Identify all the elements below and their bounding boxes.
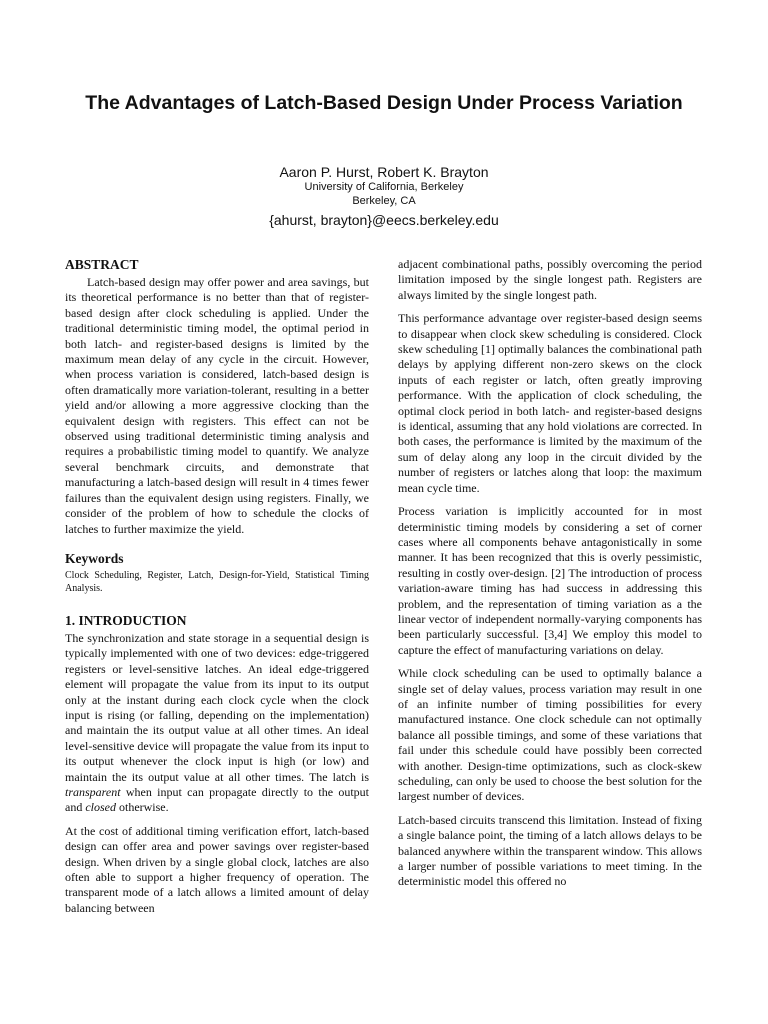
intro-paragraph-4: This performance advantage over register-based design seems to disappear when clock skew scheduling is considered. Clock skew scheduling [1] optimally balances the combinational path delays by applying different non-zero skews on the clock inputs of each register or latch, often greatly improving performance. With the application of clock scheduling, the optimal clock period in both latch- and register-based designs is identical, assuming that any hold violations are corrected. In both cases, the performance is limited by the maximum of the sum of delay along any loop in the circuit divided by the number of registers or latches along that loop: the maximum mean cycle time. bbox=[398, 311, 702, 495]
left-column bbox=[65, 257, 369, 924]
intro-paragraph-2: At the cost of additional timing verification effort, latch-based design can offer area and power savings over register-based design. When driven by a single global clock, latches are also often able to support a higher frequency of operation. The transparent mode of a latch allows a limited amount of delay balancing between bbox=[65, 823, 369, 915]
term-closed: closed bbox=[85, 800, 116, 815]
author-email: {ahurst, brayton}@eecs.berkeley.edu bbox=[269, 212, 499, 228]
intro-paragraph-5: Process variation is implicitly accounted for in most deterministic timing models by considering a set of corner cases where all components behave antagonistically in some manner. It has been recognized that this is overly pessimistic, resulting in costly over-design. [2] The introduction of process variation-aware timing has had success in addressing this problem, and the representation of timing variation as a the linear vector of independent normally-varying components has been particularly successful. [3,4] We employ this model to capture the effect of manufacturing variations on delay. bbox=[398, 504, 702, 657]
introduction-heading: 1. INTRODUCTION bbox=[65, 612, 187, 628]
paper-authors: Aaron P. Hurst, Robert K. Brayton bbox=[279, 164, 489, 180]
term-transparent: transparent bbox=[65, 784, 121, 799]
affiliation-location: Berkeley, CA bbox=[352, 195, 416, 207]
abstract-heading: ABSTRACT bbox=[65, 257, 139, 272]
intro-paragraph-7: Latch-based circuits transcend this limitation. Instead of fixing a single balance point, the timing of a latch allows delays to be balanced anywhere within the transparent window. This allows a larger number of possible variations to meet timing. In the deterministic model this offered no bbox=[398, 812, 702, 889]
right-column bbox=[398, 257, 702, 898]
intro-paragraph-1: The synchronization and state storage in a sequential design is typically implemented with one of two devices: edge-triggered registers or level-sensitive latches. An ideal edge-triggered element will propagate the value from its input to its output only at the instant during each clock cycle when the clock input is rising (or falling, depending on the implementation) and maintain the its output value at all other times. An ideal level-sensitive device will propagate the value from its input to its output whenever the clock input is high (or low) and maintain the its output value at all other times. The latch is transparent when input can propagate directly to the output and closed otherwise. bbox=[65, 630, 369, 815]
abstract-text: Latch-based design may offer power and area savings, but its theoretical performance is no better than that of register-based design after clock scheduling is applied. Under the traditional deterministic timing model, the optimal period in both latch- and register-based designs is limited by the maximum mean delay of any cycle in the circuit. However, when process variation is considered, latch-based design is often dramatically more variation-tolerant, resulting in a better yield and/or allowing a more aggressive clocking than the equivalent design with registers. This effect can not be observed using traditional deterministic timing analysis and requires a probabilistic timing model to quantify. We analyze several benchmark circuits, and demonstrate that manufacturing a latch-based design will result in 4 times fewer failures than the equivalent design using registers. Finally, we consider of the problem of how to schedule the clocks of latches to further maximize the yield. bbox=[65, 275, 369, 536]
intro-paragraph-6: While clock scheduling can be used to optimally balance a single set of delay values, process variation may result in one of an infinite number of timing possibilities for every manufactured instance. One clock schedule can not optimally balance all possible timings, and some of these variations that fail under this schedule could have possibly been corrected with another. Design-time optimizations, such as clock-skew scheduling, can only be used to choose the best solution for the largest number of devices. bbox=[398, 666, 702, 804]
author-affiliation bbox=[0, 180, 768, 208]
affiliation-university: University of California, Berkeley bbox=[304, 181, 464, 193]
keywords-heading: Keywords bbox=[65, 550, 124, 566]
paper-title: The Advantages of Latch-Based Design Under Process Variation bbox=[85, 92, 683, 114]
keywords-text: Clock Scheduling, Register, Latch, Design-for-Yield, Statistical Timing Analysis. bbox=[65, 569, 369, 594]
intro-paragraph-3: adjacent combinational paths, possibly overcoming the period limitation imposed by the single longest path. Registers are always limited by the single longest path. bbox=[398, 257, 702, 302]
